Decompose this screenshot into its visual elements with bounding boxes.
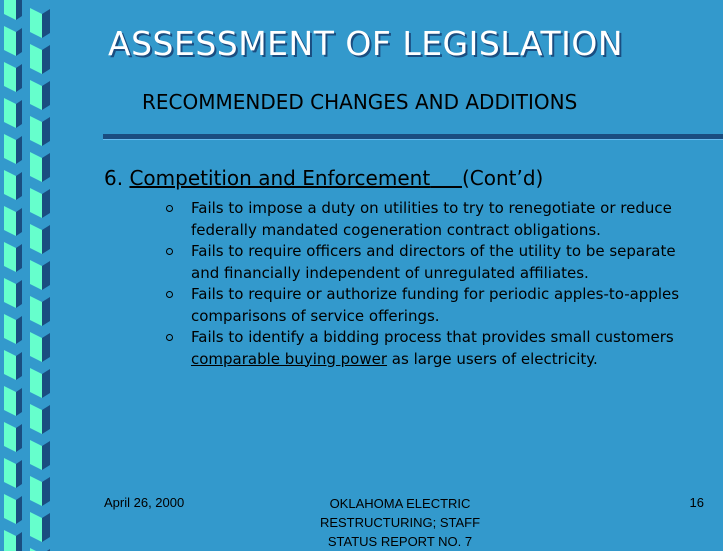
- bullet-icon: [166, 248, 173, 255]
- stripe-shape: [16, 352, 22, 380]
- stripe-shape: [30, 404, 42, 434]
- stripe-shape: [30, 368, 42, 398]
- stripe-shape: [16, 496, 22, 524]
- bullet-icon: [166, 291, 173, 298]
- stripe-shape: [4, 206, 16, 236]
- stripe-shape: [42, 189, 50, 218]
- stripe-shape: [30, 476, 42, 506]
- stripe-shape: [16, 64, 22, 92]
- stripe-shape: [30, 152, 42, 182]
- stripe-shape: [16, 388, 22, 416]
- stripe-shape: [4, 530, 16, 551]
- section-number: 6.: [104, 166, 124, 190]
- stripe-shape: [16, 280, 22, 308]
- stripe-shape: [16, 244, 22, 272]
- bullet-text: Fails to require officers and directors of the utility to be separate and financially independent of unregulated affiliates.: [191, 242, 676, 282]
- section-heading-suffix: (Cont’d): [461, 166, 544, 190]
- stripe-shape: [30, 116, 42, 146]
- stripe-shape: [42, 441, 50, 470]
- stripe-shape: [30, 512, 42, 542]
- slide-subtitle: RECOMMENDED CHANGES AND ADDITIONS: [142, 90, 578, 114]
- stripe-shape: [30, 8, 42, 38]
- bullet-item: [162, 241, 697, 284]
- stripe-shape: [42, 261, 50, 290]
- header-divider: [103, 134, 723, 139]
- bullet-item: [162, 327, 697, 370]
- stripe-shape: [16, 532, 22, 551]
- stripe-shape: [42, 81, 50, 110]
- stripe-shape: [4, 422, 16, 452]
- bullet-text-after: as large users of electricity.: [387, 349, 598, 368]
- bullet-text-before: Fails to identify a bidding process that provides small customers: [191, 328, 674, 346]
- stripe-shape: [4, 278, 16, 308]
- stripe-shape: [16, 460, 22, 488]
- section-heading: [104, 166, 704, 190]
- stripe-shape: [42, 297, 50, 326]
- bullet-icon: [166, 205, 173, 212]
- stripe-shape: [42, 405, 50, 434]
- bullet-icon: [166, 334, 173, 341]
- stripe-shape: [30, 224, 42, 254]
- stripe-shape: [42, 369, 50, 398]
- stripe-shape: [42, 513, 50, 542]
- stripe-shape: [4, 350, 16, 380]
- stripe-shape: [30, 260, 42, 290]
- stripe-shape: [16, 0, 22, 20]
- stripe-shape: [30, 80, 42, 110]
- bullet-list: [162, 198, 697, 370]
- slide-title: ASSESSMENT OF LEGISLATION: [108, 24, 624, 63]
- bullet-item: [162, 284, 697, 327]
- page-number: 16: [689, 495, 704, 510]
- bullet-text-underlined: comparable buying power: [191, 349, 388, 368]
- stripe-shape: [4, 242, 16, 272]
- bullet-text: Fails to require or authorize funding for periodic apples-to-apples comparisons of service offerings.: [191, 285, 680, 325]
- stripe-shape: [4, 494, 16, 524]
- stripe-shape: [4, 0, 16, 20]
- stripe-shape: [30, 44, 42, 74]
- decorative-left-stripe: [0, 0, 70, 540]
- stripe-shape: [30, 188, 42, 218]
- stripe-shape: [4, 62, 16, 92]
- stripe-shape: [30, 296, 42, 326]
- bullet-text: Fails to impose a duty on utilities to try to renegotiate or reduce federally mandated cogeneration contract obligations.: [191, 199, 672, 239]
- stripe-shape: [16, 100, 22, 128]
- stripe-shape: [42, 45, 50, 74]
- stripe-shape: [42, 225, 50, 254]
- stripe-shape: [42, 9, 50, 38]
- stripe-shape: [4, 458, 16, 488]
- stripe-shape: [16, 136, 22, 164]
- stripe-shape: [42, 333, 50, 362]
- stripe-shape: [16, 424, 22, 452]
- stripe-shape: [16, 172, 22, 200]
- stripe-shape: [16, 208, 22, 236]
- stripe-shape: [42, 477, 50, 506]
- stripe-shape: [4, 386, 16, 416]
- stripe-shape: [16, 28, 22, 56]
- stripe-shape: [16, 316, 22, 344]
- bullet-item: [162, 198, 697, 241]
- stripe-shape: [4, 98, 16, 128]
- stripe-shape: [4, 134, 16, 164]
- section-heading-text: Competition and Enforcement: [129, 166, 431, 190]
- stripe-shape: [30, 332, 42, 362]
- stripe-shape: [4, 26, 16, 56]
- stripe-shape: [4, 314, 16, 344]
- stripe-shape: [42, 117, 50, 146]
- footer-center-text: OKLAHOMA ELECTRIC RESTRUCTURING; STAFF STATUS REPORT NO. 7: [319, 496, 481, 549]
- stripe-shape: [4, 170, 16, 200]
- footer-date: April 26, 2000: [104, 495, 185, 510]
- stripe-shape: [42, 153, 50, 182]
- section-heading-gap: [430, 166, 462, 190]
- stripe-shape: [30, 440, 42, 470]
